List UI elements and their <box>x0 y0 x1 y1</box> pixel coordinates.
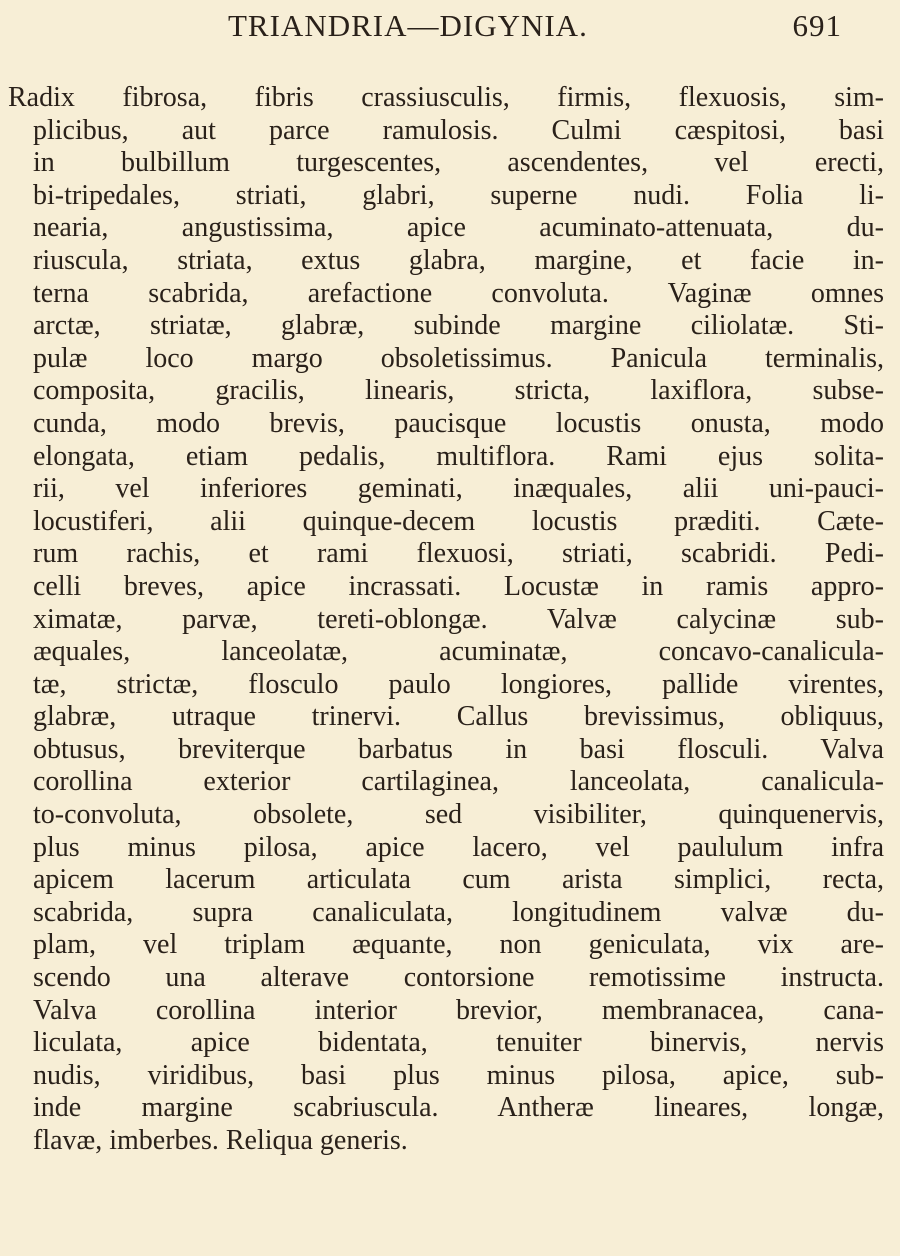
text-line: arctæ, striatæ, glabræ, subinde margine ciliolatæ. Sti- <box>33 310 884 342</box>
text-line: elongata, etiam pedalis, multiflora. Rami ejus solita- <box>33 440 884 472</box>
text-line: terna scabrida, arefactione convoluta. Vaginæ omnes <box>33 277 884 309</box>
text-line: bi-tripedales, striati, glabri, superne nudi. Folia li- <box>33 179 884 211</box>
text-line: rii, vel inferiores geminati, inæquales, alii uni-pauci- <box>33 473 884 505</box>
text-line: scendo una alterave contorsione remotissime instructa. <box>33 962 884 994</box>
text-line: flavæ, imberbes. Reliqua generis. <box>33 1125 408 1156</box>
text-line: inde margine scabriuscula. Antheræ lineares, longæ, <box>33 1092 884 1124</box>
page-number: 691 <box>792 8 842 43</box>
text-line: corollina exterior cartilaginea, lanceolata, canalicula- <box>33 766 884 798</box>
text-line: Radix fibrosa, fibris crassiusculis, firmis, flexuosis, sim- <box>8 82 884 113</box>
text-line: locustiferi, alii quinque-decem locustis præditi. Cæte- <box>33 505 884 537</box>
text-line: obtusus, breviterque barbatus in basi flosculi. Valva <box>33 733 884 765</box>
text-line: liculata, apice bidentata, tenuiter binervis, nervis <box>33 1027 884 1059</box>
text-line: nearia, angustissima, apice acuminato-attenuata, du- <box>33 212 884 244</box>
text-line: composita, gracilis, linearis, stricta, laxiflora, subse- <box>33 375 884 407</box>
text-line: glabræ, utraque trinervi. Callus brevissimus, obliquus, <box>33 701 884 733</box>
text-line: to-convoluta, obsolete, sed visibiliter, quinquenervis, <box>33 799 884 831</box>
text-line: riuscula, striata, extus glabra, margine, et facie in- <box>33 244 884 276</box>
text-line: plicibus, aut parce ramulosis. Culmi cæspitosi, basi <box>33 114 884 146</box>
body-paragraph <box>0 82 900 1158</box>
text-line: plus minus pilosa, apice lacero, vel paululum infra <box>33 831 884 863</box>
text-line: Valva corollina interior brevior, membranacea, cana- <box>33 994 884 1026</box>
text-line: in bulbillum turgescentes, ascendentes, vel erecti, <box>33 147 884 179</box>
text-line: celli breves, apice incrassati. Locustæ in ramis appro- <box>33 570 884 602</box>
text-line: tæ, strictæ, flosculo paulo longiores, pallide virentes, <box>33 668 884 700</box>
running-head <box>0 6 900 46</box>
text-line: plam, vel triplam æquante, non geniculata, vix are- <box>33 929 884 961</box>
text-line: ximatæ, parvæ, tereti-oblongæ. Valvæ calycinæ sub- <box>33 603 884 635</box>
text-line: rum rachis, et rami flexuosi, striati, scabridi. Pedi- <box>33 538 884 570</box>
text-line: scabrida, supra canaliculata, longitudinem valvæ du- <box>33 896 884 928</box>
text-line: nudis, viridibus, basi plus minus pilosa, apice, sub- <box>33 1059 884 1091</box>
text-line: pulæ loco margo obsoletissimus. Panicula terminalis, <box>33 342 884 374</box>
running-head-title: TRIANDRIA—DIGYNIA. <box>228 8 588 43</box>
text-line: apicem lacerum articulata cum arista simplici, recta, <box>33 864 884 896</box>
text-line: cunda, modo brevis, paucisque locustis onusta, modo <box>33 407 884 439</box>
text-line: æquales, lanceolatæ, acuminatæ, concavo-canalicula- <box>33 636 884 668</box>
